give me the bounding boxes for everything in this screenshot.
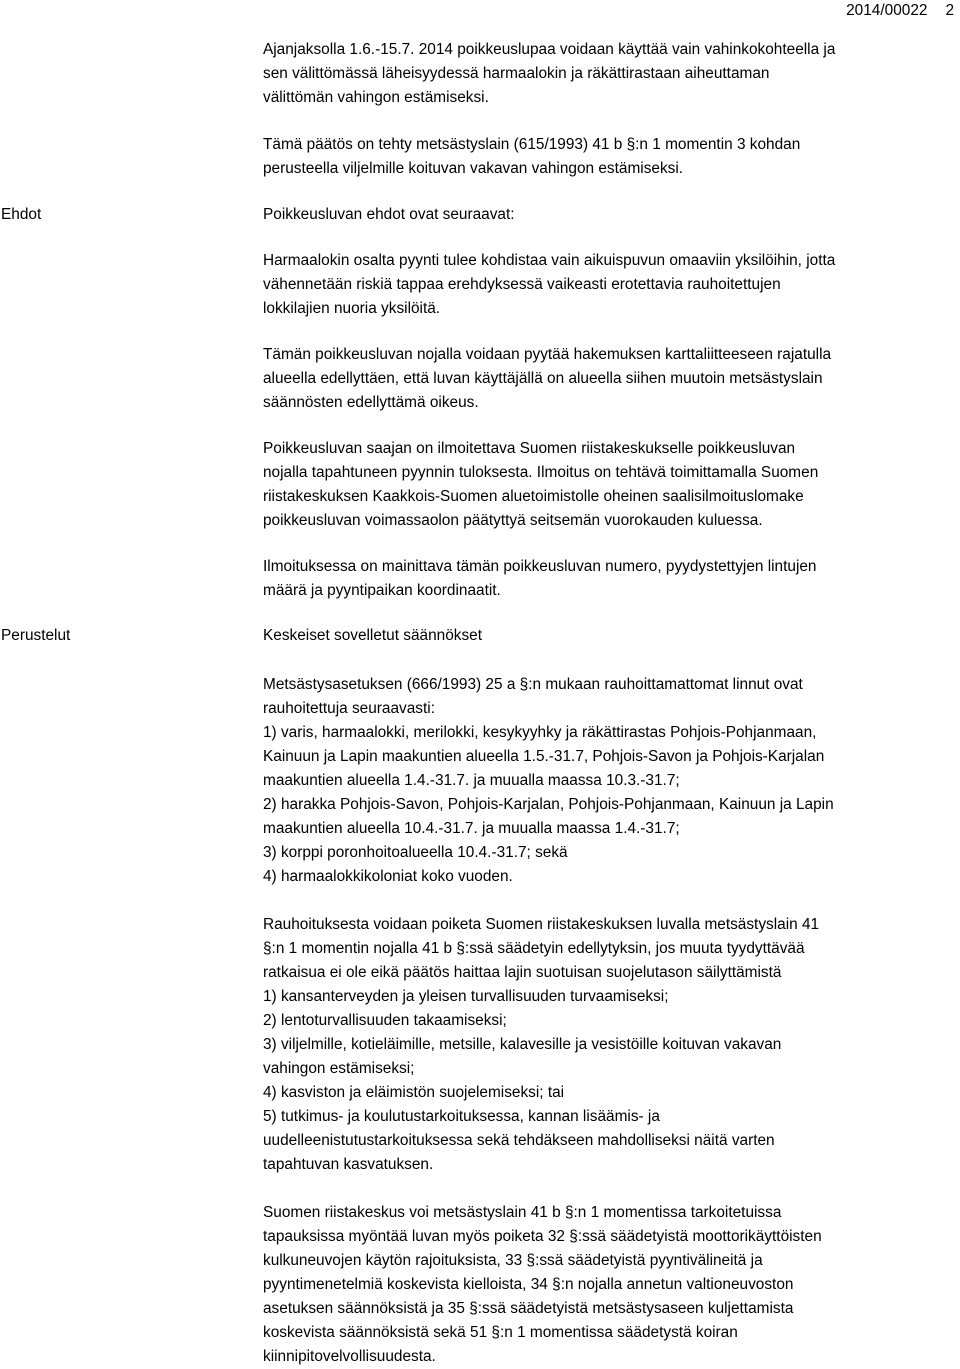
ehdot-paragraph-3: [263, 437, 953, 533]
text-line: kulkuneuvojen käytön rajoituksista, 33 §:ssä säädetyistä pyyntivälineitä ja: [263, 1252, 763, 1269]
text-line: Poikkeusluvan saajan on ilmoitettava Suomen riistakeskukselle poikkeusluvan: [263, 440, 796, 457]
text-line: maakuntien alueella 10.4.-31.7. ja muualla maassa 1.4.-31.7;: [263, 820, 680, 837]
text-line: 4) kasviston ja eläimistön suojelemiseksi; tai: [263, 1084, 565, 1101]
text-line: Tämän poikkeusluvan nojalla voidaan pyytää hakemuksen karttaliitteeseen rajatulla: [263, 346, 832, 363]
intro-section: [263, 38, 953, 181]
text-line: 2) lentoturvallisuuden takaamiseksi;: [263, 1012, 507, 1029]
ehdot-section: [263, 203, 953, 603]
text-line: tapahtuvan kasvatuksen.: [263, 1156, 434, 1173]
text-line: pyyntimenetelmiä koskevista kielloista, 34 §:n nojalla annetun valtioneuvoston: [263, 1276, 794, 1293]
text-line: 1) kansanterveyden ja yleisen turvallisuuden turvaamiseksi;: [263, 988, 669, 1005]
text-line: 3) viljelmille, kotieläimille, metsille, kalavesille ja vesistöille koituvan vakavan: [263, 1036, 782, 1053]
text-line: 2) harakka Pohjois-Savon, Pohjois-Karjalan, Pohjois-Pohjanmaan, Kainuun ja Lapin: [263, 796, 834, 813]
text-line: Suomen riistakeskus voi metsästyslain 41 b §:n 1 momentissa tarkoitetuissa: [263, 1204, 782, 1221]
text-line: Ajanjaksolla 1.6.-15.7. 2014 poikkeuslupaa voidaan käyttää vain vahinkokohteella ja: [263, 41, 836, 58]
text-line: sen välittömässä läheisyydessä harmaalokin ja räkättirastaan aiheuttaman: [263, 65, 770, 82]
section-label-ehdot: Ehdot: [1, 206, 42, 223]
text-line: riistakeskuksen Kaakkois-Suomen aluetoimistolle oheinen saalisilmoituslomake: [263, 488, 804, 505]
text-line: määrä ja pyyntipaikan koordinaatit.: [263, 582, 501, 599]
text-line: kiinnipitovelvollisuudesta.: [263, 1348, 436, 1365]
text-line: rauhoitettuja seuraavasti:: [263, 700, 435, 717]
text-line: 4) harmaalokkikoloniat koko vuoden.: [263, 868, 513, 885]
ehdot-paragraph-1: [263, 249, 953, 321]
text-line: Rauhoituksesta voidaan poiketa Suomen riistakeskuksen luvalla metsästyslain 41: [263, 916, 820, 933]
text-line: 3) korppi poronhoitoalueella 10.4.-31.7; sekä: [263, 844, 568, 861]
text-line: 5) tutkimus- ja koulutustarkoituksessa, kannan lisäämis- ja: [263, 1108, 660, 1125]
text-line: §:n 1 momentin nojalla 41 b §:ssä säädetyin edellytyksin, jos muuta tyydyttävää: [263, 940, 805, 957]
ehdot-heading: Poikkeusluvan ehdot ovat seuraavat:: [263, 206, 515, 223]
text-line: vähennetään riskiä tappaa erehdyksessä vaikeasti erotettavia rauhoitettujen: [263, 276, 781, 293]
text-line: Kainuun ja Lapin maakuntien alueella 1.5.-31.7, Pohjois-Savon ja Pohjois-Karjalan: [263, 748, 825, 765]
text-line: koskevista säännöksistä sekä 51 §:n 1 momentissa säädetystä koiran: [263, 1324, 738, 1341]
text-line: perusteella viljelmille koituvan vakavan vahingon estämiseksi.: [263, 160, 684, 177]
perustelut-section: [263, 624, 953, 1369]
text-line: ratkaisua ei ole eikä päätös haittaa lajin suotuisan suojelutason säilyttämistä: [263, 964, 782, 981]
intro-paragraph-2: [263, 133, 953, 181]
text-line: asetuksen säännöksistä ja 35 §:ssä säädetyistä metsästysaseen kuljettamista: [263, 1300, 794, 1317]
text-line: tapauksissa myöntää luvan myös poiketa 32 §:ssä säädetyistä moottorikäyttöisten: [263, 1228, 822, 1245]
perustelut-paragraph-1: [263, 673, 953, 889]
text-line: lokkilajien nuoria yksilöitä.: [263, 300, 441, 317]
text-line: Metsästysasetuksen (666/1993) 25 a §:n mukaan rauhoittamattomat linnut ovat: [263, 676, 803, 693]
text-line: maakuntien alueella 1.4.-31.7. ja muualla maassa 10.3.-31.7;: [263, 772, 680, 789]
intro-paragraph-1: [263, 38, 953, 110]
perustelut-paragraph-3: [263, 1201, 953, 1369]
text-line: alueella edellyttäen, että luvan käyttäjällä on alueella siihen muutoin metsästyslain: [263, 370, 823, 387]
text-line: poikkeusluvan voimassaolon päätyttyä seitsemän vuorokauden kuluessa.: [263, 512, 763, 529]
ehdot-paragraph-2: [263, 343, 953, 415]
perustelut-paragraph-2: [263, 913, 953, 1177]
ehdot-paragraph-4: [263, 555, 953, 603]
page-number: 2: [945, 2, 954, 19]
text-line: uudelleenistutustarkoituksessa sekä tehdäkseen mahdolliseksi näitä varten: [263, 1132, 775, 1149]
text-line: nojalla tapahtuneen pyynnin tuloksesta. Ilmoitus on tehtävä toimittamalla Suomen: [263, 464, 819, 481]
text-line: Ilmoituksessa on mainittava tämän poikkeusluvan numero, pyydystettyjen lintujen: [263, 558, 817, 575]
text-line: säännösten edellyttämä oikeus.: [263, 394, 479, 411]
text-line: Harmaalokin osalta pyynti tulee kohdistaa vain aikuispuvun omaaviin yksilöihin, jotta: [263, 252, 836, 269]
text-line: 1) varis, harmaalokki, merilokki, kesykyyhky ja räkättirastas Pohjois-Pohjanmaan,: [263, 724, 817, 741]
text-line: välittömän vahingon estämiseksi.: [263, 89, 489, 106]
page-header: [846, 0, 954, 22]
text-line: vahingon estämiseksi;: [263, 1060, 415, 1077]
perustelut-heading: Keskeiset sovelletut säännökset: [263, 627, 483, 644]
section-label-perustelut: Perustelut: [1, 627, 71, 644]
document-number: 2014/00022: [846, 2, 928, 19]
text-line: Tämä päätös on tehty metsästyslain (615/1993) 41 b §:n 1 momentin 3 kohdan: [263, 136, 801, 153]
